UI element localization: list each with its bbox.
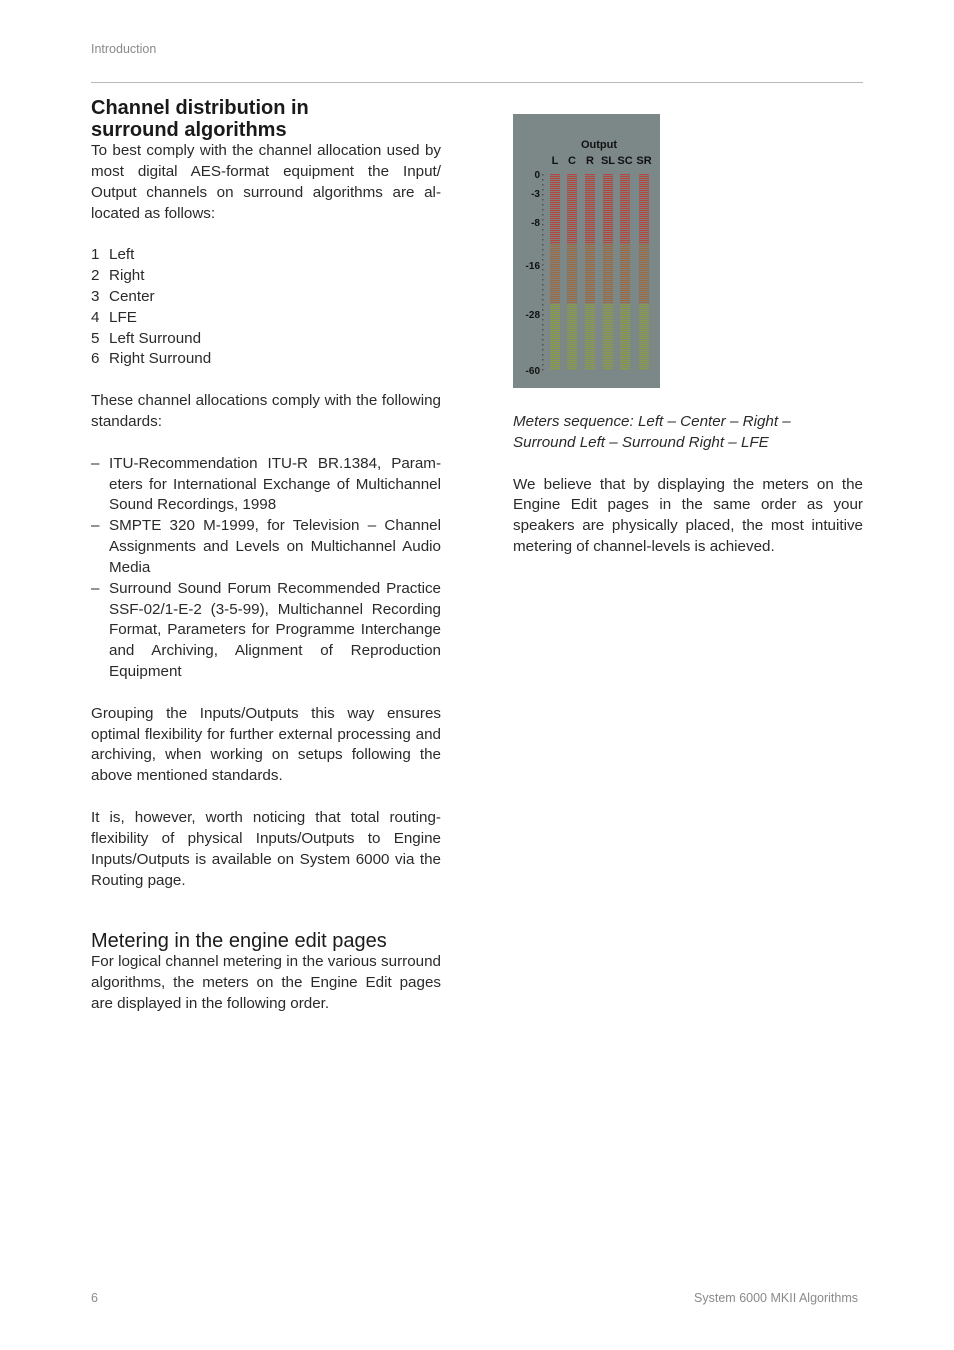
meter-tick — [542, 274, 544, 276]
caption-line-2: Surround Left – Surround Right – LFE — [513, 433, 769, 451]
meter-order-paragraph: We believe that by displaying the meters on the Engine Edit pages in the same order as your speakers are physically placed, the most intuitive metering of channel-levels is achieved. — [513, 475, 863, 556]
meter-tick — [542, 229, 544, 231]
meter-scale-label: -8 — [531, 218, 540, 229]
list-item: 3 Center — [91, 287, 155, 305]
list-item: 4 LFE — [91, 308, 137, 326]
meter-tick — [542, 309, 544, 311]
meter-tick — [542, 369, 544, 371]
meter-tick — [542, 179, 544, 181]
left-column — [91, 97, 441, 1015]
meter-tick — [542, 364, 544, 366]
meter-bar — [639, 174, 649, 369]
section-title-channel-distribution — [91, 97, 441, 141]
meter-channel-label: R — [586, 155, 594, 167]
meter-tick — [542, 224, 544, 226]
meter-channel-label: SC — [617, 155, 633, 167]
meter-tick — [542, 354, 544, 356]
routing-paragraph: It is, however, worth noticing that total routing-flexibility of physical Inputs/Outputs to Engine Inputs/Outputs is available on System 6000 via the Routing page. — [91, 809, 441, 889]
meter-tick — [542, 214, 544, 216]
meter-tick — [542, 204, 544, 206]
meter-tick — [542, 219, 544, 221]
output-meter-image — [513, 114, 660, 388]
list-item: – Surround Sound Forum Recommended Practice SSF-02/1-E-2 (3-5-99), Multichannel Recording Format, Parameters for Programme Interchange and Archiving, Alignment of Reproduction Equipment — [91, 579, 441, 681]
meter-tick — [542, 349, 544, 351]
meter-tick — [542, 339, 544, 341]
meter-tick — [542, 259, 544, 261]
meter-scale-label: -3 — [531, 189, 540, 200]
meter-tick — [542, 299, 544, 301]
grouping-paragraph: Grouping the Inputs/Outputs this way ensures optimal flexibility for further external processing and archiving, when working on setups following the above mentioned standards. — [91, 704, 441, 785]
meter-tick — [542, 304, 544, 306]
list-item: 6 Right Surround — [91, 350, 212, 368]
meter-tick — [542, 269, 544, 271]
list-item: 2 Right — [91, 267, 145, 285]
meter-tick — [542, 324, 544, 326]
page-number: 6 — [91, 1291, 98, 1305]
metering-paragraph: For logical channel metering in the various surround algorithms, the meters on the Engine Edit pages are displayed in the following order. — [91, 953, 441, 1013]
meter-bar — [585, 174, 595, 369]
figure-caption — [513, 412, 863, 454]
meter-tick — [542, 244, 544, 246]
meter-tick — [542, 334, 544, 336]
output-meter-graphic — [513, 114, 660, 388]
meter-tick — [542, 239, 544, 241]
meter-tick — [542, 359, 544, 361]
meter-tick — [542, 314, 544, 316]
meter-channel-label: SR — [636, 155, 652, 167]
caption-line-1: Meters sequence: Left – Center – Right – — [513, 413, 791, 430]
meter-tick — [542, 319, 544, 321]
meter-bar — [620, 174, 630, 369]
title-line-1: Channel distribution in — [91, 97, 309, 119]
intro-paragraph: To best comply with the channel allocation used by most digital AES-format equipment the Input/ Output channels on surround algorithms are allocated as follows: — [91, 142, 441, 222]
list-item: 5 Left Surround — [91, 329, 202, 347]
list-item: – SMPTE 320 M-1999, for Television – Channel Assignments and Levels on Multichannel Audio Media — [91, 517, 441, 576]
meter-channel-label: SL — [600, 155, 616, 167]
standards-list — [91, 454, 441, 683]
meter-tick — [542, 254, 544, 256]
meter-tick — [542, 249, 544, 251]
meter-tick — [542, 184, 544, 186]
meter-bar — [567, 174, 577, 369]
meter-scale-label: -16 — [525, 261, 540, 272]
meter-tick — [542, 284, 544, 286]
meter-scale-label: 0 — [534, 170, 540, 181]
meter-scale-label: -60 — [525, 366, 540, 377]
meter-bar — [603, 174, 613, 369]
meter-scale-label: -28 — [525, 310, 540, 321]
meter-tick — [542, 194, 544, 196]
meter-tick — [542, 264, 544, 266]
meter-title: Output — [580, 139, 618, 151]
title-line-2: surround algorithms — [91, 119, 287, 141]
meter-tick — [542, 174, 544, 176]
meter-tick — [542, 189, 544, 191]
meter-tick — [542, 329, 544, 331]
list-item: 1 Left — [91, 246, 135, 264]
channel-list — [91, 245, 441, 370]
running-head: Introduction — [91, 42, 157, 56]
document-title: System 6000 MKII Algorithms — [694, 1291, 858, 1305]
standards-intro: These channel allocations comply with the following standards: — [91, 392, 441, 430]
meter-tick — [542, 279, 544, 281]
meter-channel-label: C — [568, 155, 576, 167]
meter-tick — [542, 289, 544, 291]
meter-tick — [542, 234, 544, 236]
meter-bar — [550, 174, 560, 369]
right-column — [513, 114, 863, 558]
meter-tick — [542, 294, 544, 296]
meter-tick — [542, 199, 544, 201]
meter-tick — [542, 209, 544, 211]
section-title-metering: Metering in the engine edit pages — [91, 930, 387, 953]
meter-tick — [542, 344, 544, 346]
meter-channel-label: L — [551, 155, 559, 167]
list-item: – ITU-Recommendation ITU-R BR.1384, Parameters for International Exchange of Multichannel Sound Recordings, 1998 — [91, 454, 441, 514]
header-rule — [91, 82, 863, 83]
